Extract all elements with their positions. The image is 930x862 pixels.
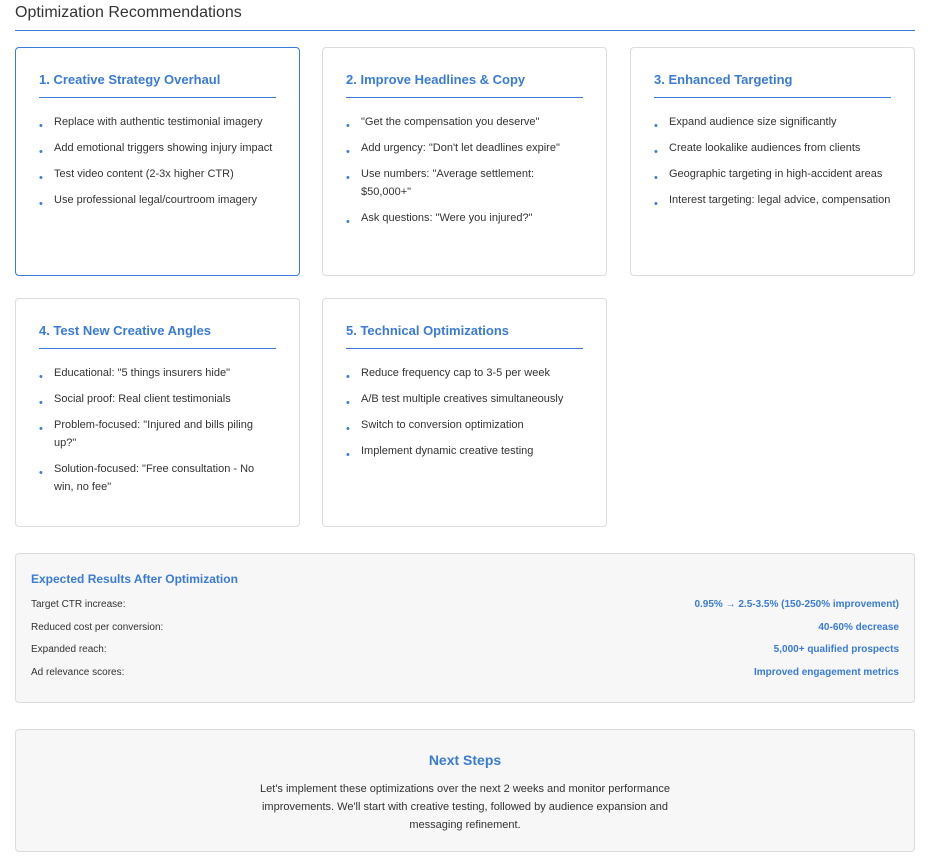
card-list: [346, 364, 583, 460]
list-item: [346, 390, 583, 408]
card-list: [39, 364, 276, 496]
card-technical-optimizations[interactable]: [322, 298, 607, 527]
expected-results-panel: [15, 553, 915, 703]
result-value: 0.95% → 2.5-3.5% (150-250% improvement): [694, 599, 899, 611]
bullet-icon: •: [39, 120, 43, 132]
list-item: [346, 165, 583, 201]
bullet-icon: •: [346, 371, 350, 383]
list-item-text: Replace with authentic testimonial imagery: [54, 116, 263, 128]
result-label: Reduced cost per conversion:: [31, 621, 164, 633]
bullet-icon: •: [346, 146, 350, 158]
list-item-text: Social proof: Real client testimonials: [54, 393, 231, 405]
list-item-text: Test video content (2-3x higher CTR): [54, 168, 234, 180]
bullet-icon: •: [39, 423, 43, 435]
list-item-text: Implement dynamic creative testing: [361, 445, 534, 457]
result-row: [31, 662, 899, 685]
list-item-text: Educational: "5 things insurers hide": [54, 367, 230, 379]
list-item: [346, 139, 583, 157]
list-item-text: Ask questions: "Were you injured?": [361, 212, 533, 224]
list-item-text: Expand audience size significantly: [669, 116, 837, 128]
result-row: [31, 594, 899, 617]
list-item: [39, 165, 276, 183]
bullet-icon: •: [39, 198, 43, 210]
bullet-icon: •: [39, 371, 43, 383]
card-title: 5. Technical Optimizations: [346, 323, 583, 349]
list-item-text: A/B test multiple creatives simultaneously: [361, 393, 564, 405]
next-steps-panel: [15, 729, 915, 852]
result-value: 40-60% decrease: [818, 621, 899, 633]
list-item: [39, 416, 276, 452]
card-headlines-copy[interactable]: [322, 47, 607, 276]
list-item-text: Solution-focused: "Free consultation - No win, no fee": [54, 463, 255, 493]
bullet-icon: •: [654, 198, 658, 210]
bullet-icon: •: [39, 172, 43, 184]
bullet-icon: •: [346, 216, 350, 228]
list-item-text: Create lookalike audiences from clients: [669, 142, 861, 154]
card-creative-angles[interactable]: [15, 298, 300, 527]
bullet-icon: •: [346, 423, 350, 435]
list-item: [346, 442, 583, 460]
card-title: 2. Improve Headlines & Copy: [346, 72, 583, 98]
list-item: [346, 113, 583, 131]
list-item-text: Add urgency: "Don't let deadlines expire": [361, 142, 560, 154]
list-item: [39, 139, 276, 157]
list-item-text: Add emotional triggers showing injury impact: [54, 142, 273, 154]
bullet-icon: •: [39, 397, 43, 409]
list-item: [346, 416, 583, 434]
result-label: Ad relevance scores:: [31, 666, 125, 678]
card-title: 4. Test New Creative Angles: [39, 323, 276, 349]
card-list: [346, 113, 583, 227]
list-item-text: Interest targeting: legal advice, compensation: [669, 194, 891, 206]
page-title: Optimization Recommendations: [15, 4, 242, 21]
list-item: [346, 209, 583, 227]
list-item: [654, 191, 891, 209]
list-item: [39, 191, 276, 209]
bullet-icon: •: [654, 120, 658, 132]
list-item: [654, 113, 891, 131]
bullet-icon: •: [654, 172, 658, 184]
result-label: Target CTR increase:: [31, 599, 126, 611]
list-item: [654, 165, 891, 183]
list-item: [39, 390, 276, 408]
result-row: [31, 639, 899, 662]
bullet-icon: •: [346, 397, 350, 409]
result-value: Improved engagement metrics: [753, 666, 899, 678]
list-item: [654, 139, 891, 157]
list-item-text: Geographic targeting in high-accident areas: [669, 168, 883, 180]
list-item-text: Use professional legal/courtroom imagery: [54, 194, 257, 206]
bullet-icon: •: [39, 146, 43, 158]
bullet-icon: •: [346, 172, 350, 184]
list-item-text: "Get the compensation you deserve": [361, 116, 540, 128]
list-item: [346, 364, 583, 382]
card-list: [654, 113, 891, 209]
list-item: [39, 460, 276, 496]
bullet-icon: •: [654, 146, 658, 158]
next-steps-title: Next Steps: [428, 752, 502, 768]
card-list: [39, 113, 276, 209]
bullet-icon: •: [346, 449, 350, 461]
list-item-text: Use numbers: "Average settlement: $50,000+": [361, 168, 535, 198]
list-item: [39, 113, 276, 131]
result-label: Expanded reach:: [31, 644, 107, 656]
bullet-icon: •: [39, 467, 43, 479]
list-item-text: Reduce frequency cap to 3-5 per week: [361, 367, 550, 379]
list-item-text: Switch to conversion optimization: [361, 419, 524, 431]
list-item: [39, 364, 276, 382]
list-item-text: Problem-focused: "Injured and bills piling up?": [54, 419, 253, 449]
results-title: Expected Results After Optimization: [31, 572, 238, 586]
result-value: 5,000+ qualified prospects: [773, 644, 899, 656]
card-title: 3. Enhanced Targeting: [654, 72, 891, 98]
card-title: 1. Creative Strategy Overhaul: [39, 72, 276, 98]
title-divider: [15, 30, 915, 31]
bullet-icon: •: [346, 120, 350, 132]
result-row: [31, 617, 899, 640]
next-steps-body: Let's implement these optimizations over the next 2 weeks and monitor performance improvements. We'll start with creative testing, followed by audience expansion and messaging refinement.: [260, 783, 670, 831]
card-creative-strategy[interactable]: [15, 47, 300, 276]
card-enhanced-targeting[interactable]: [630, 47, 915, 276]
